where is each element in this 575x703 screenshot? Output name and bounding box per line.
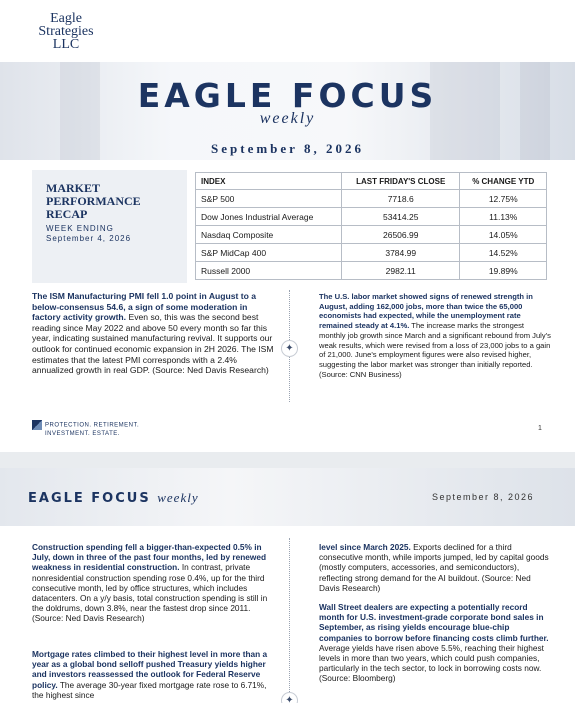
week-ending-label: WEEK ENDING [46, 224, 114, 233]
company-logo: Eagle Strategies LLC [38, 11, 94, 52]
table-row [196, 244, 547, 262]
eagle-badge-icon: ✦ [281, 692, 298, 703]
trade-article: level since March 2025. Exports declined for a third consecutive month, while imports jumped, led by capital goods (mostly computers, accessories, and semiconductors), reflecting strong demand for the AI buildout. (Source: Ned Davis Research) [319, 542, 549, 593]
ytd-change: 14.52% [460, 244, 547, 262]
table-row [196, 226, 547, 244]
table-row [196, 190, 547, 208]
table-row [196, 262, 547, 280]
week-ending-date: September 4, 2026 [46, 234, 132, 243]
newsletter-subtitle: weekly [259, 110, 316, 127]
ytd-change: 14.05% [460, 226, 547, 244]
construction-article: Construction spending fell a bigger-than-expected 0.5% in July, down in three of the past four months, led by renewed weakness in residential construction. In contrast, private nonresidential construction spending rose 0.4%, up for the third consecutive month, led by office structures, which includes datacenters. On a y/y basis, total construction spending is still in the doldrums, down 3.8%, near the fastest drop since 2011. (Source: Ned Davis Research) [32, 542, 268, 624]
index-name: S&P 500 [196, 190, 342, 208]
column-divider [289, 538, 290, 703]
labor-article: The U.S. labor market showed signs of renewed strength in August, adding 162,000 jobs, more than twice the 65,000 economists had expected, while the unemployment rate remained steady at 4.1%. The increase marks the strongest monthly job growth since March and a significant rebound from July's weak results, which were revised from a loss of 23,000 jobs to a gain of 21,000. June's employment figures were also revised higher, suggesting the labor market was stronger than initially reported. (Source: CNN Business) [319, 292, 551, 379]
index-name: Russell 2000 [196, 262, 342, 280]
ytd-change: 12.75% [460, 190, 547, 208]
page-number: 1 [538, 425, 542, 432]
page-2 [0, 468, 575, 703]
close-value: 26506.99 [341, 226, 460, 244]
close-value: 2982.11 [341, 262, 460, 280]
footer-logo: PROTECTION. RETIREMENT. INVESTMENT. ESTATE. [32, 420, 139, 438]
header-index: INDEX [196, 173, 342, 190]
header-change: % CHANGE YTD [460, 173, 547, 190]
newsletter-title: EAGLE FOCUS [137, 76, 438, 115]
eagle-badge-icon: ✦ [281, 340, 298, 357]
close-value: 7718.6 [341, 190, 460, 208]
ism-article: The ISM Manufacturing PMI fell 1.0 point in August to a below-consensus 54.6, a sign of some moderation in factory activity growth. Even so, this was the second best reading since May 2022 and above 50 every month so far this year, indicating sustained manufacturing revival. It supports our outlook for continued economic expansion in 2H 2026. The ISM estimates that the latest PMI corresponds with a 2.4% annualized growth in real GDP. (Source: Ned Davis Research) [32, 291, 274, 376]
index-name: Nasdaq Composite [196, 226, 342, 244]
table-row [196, 208, 547, 226]
ytd-change: 11.13% [460, 208, 547, 226]
recap-title: MARKET PERFORMANCE RECAP [46, 181, 141, 221]
header-close: LAST FRIDAY'S CLOSE [341, 173, 460, 190]
table-header-row [196, 173, 547, 190]
newsletter-title: EAGLE FOCUS weekly [28, 490, 199, 506]
issue-date: September 8, 2026 [432, 492, 535, 502]
brand-mark-icon [32, 420, 42, 430]
index-name: Dow Jones Industrial Average [196, 208, 342, 226]
bond-sales-article: Wall Street dealers are expecting a potentially record month for U.S. investment-grade corporate bond sales in September, as rising yields encourage blue-chip companies to borrow before financing costs climb further. Average yields have risen above 5.5%, reaching their highest levels in more than two years, which could push companies, particularly in the tech sector, to lock in borrowing costs now. (Source: Bloomberg) [319, 602, 549, 684]
index-name: S&P MidCap 400 [196, 244, 342, 262]
market-table [195, 172, 547, 280]
close-value: 53414.25 [341, 208, 460, 226]
ytd-change: 19.89% [460, 262, 547, 280]
issue-date: September 8, 2026 [211, 141, 364, 156]
mortgage-article: Mortgage rates climbed to their highest level in more than a year as a global bond selloff pushed Treasury yields higher and investors reassessed the outlook for Federal Reserve policy. The average 30-year fixed mortgage rate rose to 6.71%, the highest since [32, 649, 268, 700]
close-value: 3784.99 [341, 244, 460, 262]
market-recap-box [32, 170, 187, 283]
